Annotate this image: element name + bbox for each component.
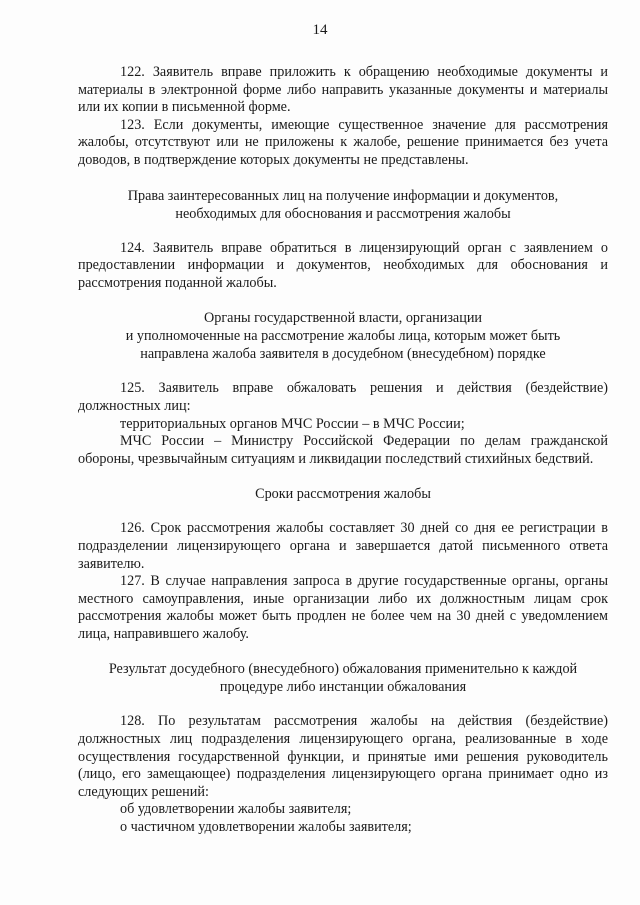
paragraph-128: 128. По результатам рассмотрения жалобы на действия (бездействие) должностных лиц подразделения лицензирующего органа, реализованные в ходе осуществления государственной функции, и принятые ими решения руководитель (лицо, его замещающее) подразделения лицензирующего органа принимает одно из следующих решений:	[78, 713, 608, 800]
heading-line: необходимых для обоснования и рассмотрения жалобы	[175, 205, 511, 222]
paragraph-125-item-a: территориальных органов МЧС России – в МЧС России;	[120, 415, 465, 432]
paragraph-125: 125. Заявитель вправе обжаловать решения и действия (бездействие) должностных лиц:	[78, 380, 608, 414]
paragraph-126: 126. Срок рассмотрения жалобы составляет 30 дней со дня ее регистрации в подразделении лицензирующего органа и завершается датой письменного ответа заявителю.	[78, 520, 608, 572]
paragraph-125-item-b: МЧС России – Министру Российской Федерации по делам гражданской обороны, чрезвычайным ситуациям и ликвидации последствий стихийных бедствий.	[78, 433, 608, 467]
heading-line: Органы государственной власти, организации	[203, 310, 483, 327]
paragraph-128-item-b: о частичном удовлетворении жалобы заявителя;	[120, 819, 412, 836]
heading-line: Результат досудебного (внесудебного) обжалования применительно к каждой	[108, 661, 578, 678]
paragraph-128-item-a: об удовлетворении жалобы заявителя;	[120, 801, 352, 818]
heading-organs	[78, 309, 608, 363]
heading-line: направлена жалоба заявителя в досудебном (внесудебном) порядке	[140, 346, 546, 363]
heading-result	[78, 660, 608, 696]
paragraph-127: 127. В случае направления запроса в другие государственные органы, органы местного самоуправления, иные организации либо их должностным лицам срок рассмотрения жалобы может быть продлен не более чем на 30 дней с уведомлением лица, направившего жалобу.	[78, 573, 608, 642]
heading-line: Права заинтересованных лиц на получение информации и документов,	[127, 187, 559, 204]
paragraph-124: 124. Заявитель вправе обратиться в лицензирующий орган с заявлением о предоставлении информации и документов, необходимых для обоснования и рассмотрения поданной жалобы.	[78, 239, 608, 291]
paragraph-122: 122. Заявитель вправе приложить к обращению необходимые документы и материалы в электронной форме либо направить указанные документы и материалы или их копии в письменной форме.	[78, 64, 608, 116]
heading-rights	[78, 187, 608, 223]
heading-line: процедуре либо инстанции обжалования	[219, 679, 467, 696]
page-number: 14	[312, 22, 328, 38]
document-body	[78, 64, 608, 837]
heading-line: и уполномоченные на рассмотрение жалобы лица, которым может быть	[125, 328, 561, 345]
heading-terms: Сроки рассмотрения жалобы	[255, 486, 431, 503]
paragraph-123: 123. Если документы, имеющие существенное значение для рассмотрения жалобы, отсутствуют или не приложены к жалобе, решение принимается без учета доводов, в подтверждение которых документы не представлены.	[78, 116, 608, 168]
